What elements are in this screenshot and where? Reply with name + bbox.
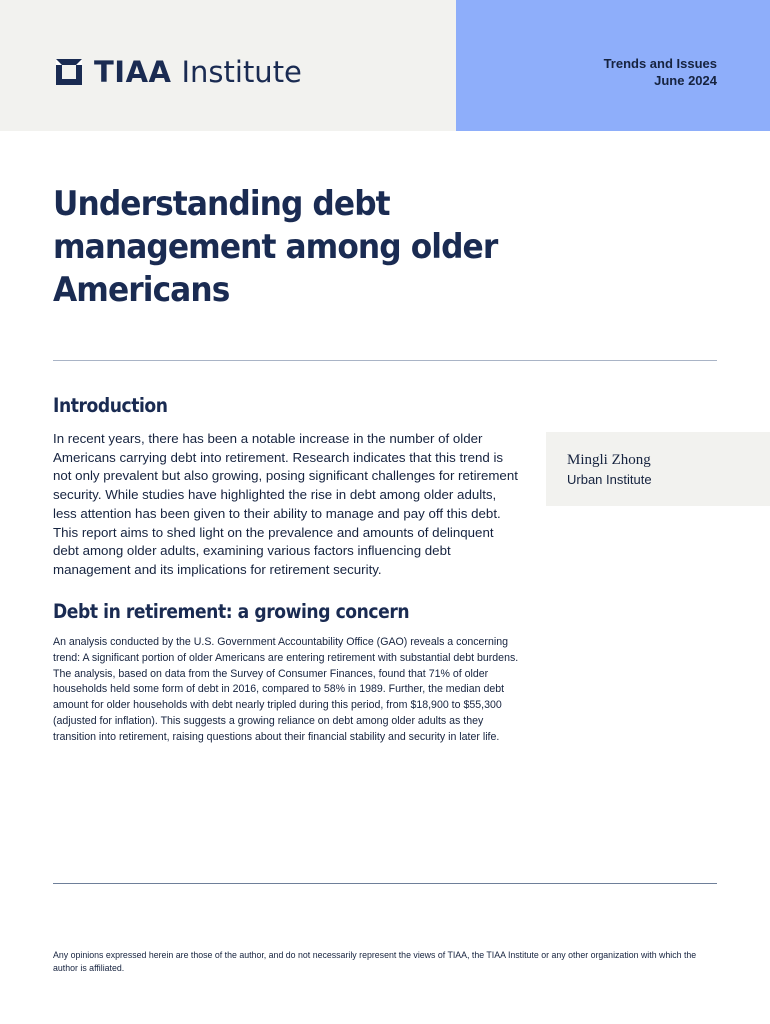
- footer-divider: [53, 883, 717, 884]
- author-affiliation: Urban Institute: [567, 472, 652, 487]
- report-title: Understanding debt management among older Americans: [53, 184, 498, 310]
- tiaa-logo-icon: [53, 56, 85, 88]
- debt-heading: Debt in retirement: a growing concern: [53, 600, 410, 623]
- publication-info: [604, 55, 717, 89]
- intro-heading: Introduction: [53, 394, 168, 417]
- title-divider: [53, 360, 717, 361]
- logo-brand-text: TIAA: [94, 54, 172, 89]
- publication-date: June 2024: [654, 73, 717, 88]
- author-name: Mingli Zhong: [567, 452, 651, 468]
- series-label: Trends and Issues: [603, 56, 717, 71]
- debt-paragraph: An analysis conducted by the U.S. Government Accountability Office (GAO) reveals a concerning trend: A significant portion of older Americans are entering retirement with substantial debt burdens. The analysis, based on data from the Survey of Consumer Finances, found that 71% of older households held some form of debt in 2016, compared to 58% in 1989. Further, the median debt amount for older households with debt nearly tripled during this period, from $18,900 to $55,300 (adjusted for inflation). This suggests a growing reliance on debt among older adults as they transition into retirement, raising questions about their financial stability and security in later life.: [53, 636, 519, 743]
- logo-sub-text: Institute: [181, 54, 302, 89]
- author-card: [546, 432, 770, 506]
- disclaimer-text: Any opinions expressed herein are those of the author, and do not necessarily represent the views of TIAA, the TIAA Institute or any other organization with which the author is affiliated.: [53, 950, 697, 973]
- intro-paragraph: In recent years, there has been a notable increase in the number of older Americans carrying debt into retirement. Research indicates that this trend is not only prevalent but also growing, posing significant challenges for retirement security. While studies have highlighted the rise in debt among older adults, less attention has been given to their ability to manage and pay off this debt. This report aims to shed light on the prevalence and amounts of delinquent debt among older adults, examining various factors influencing debt management and its implications for retirement security.: [53, 431, 518, 577]
- tiaa-institute-logo: [53, 55, 302, 89]
